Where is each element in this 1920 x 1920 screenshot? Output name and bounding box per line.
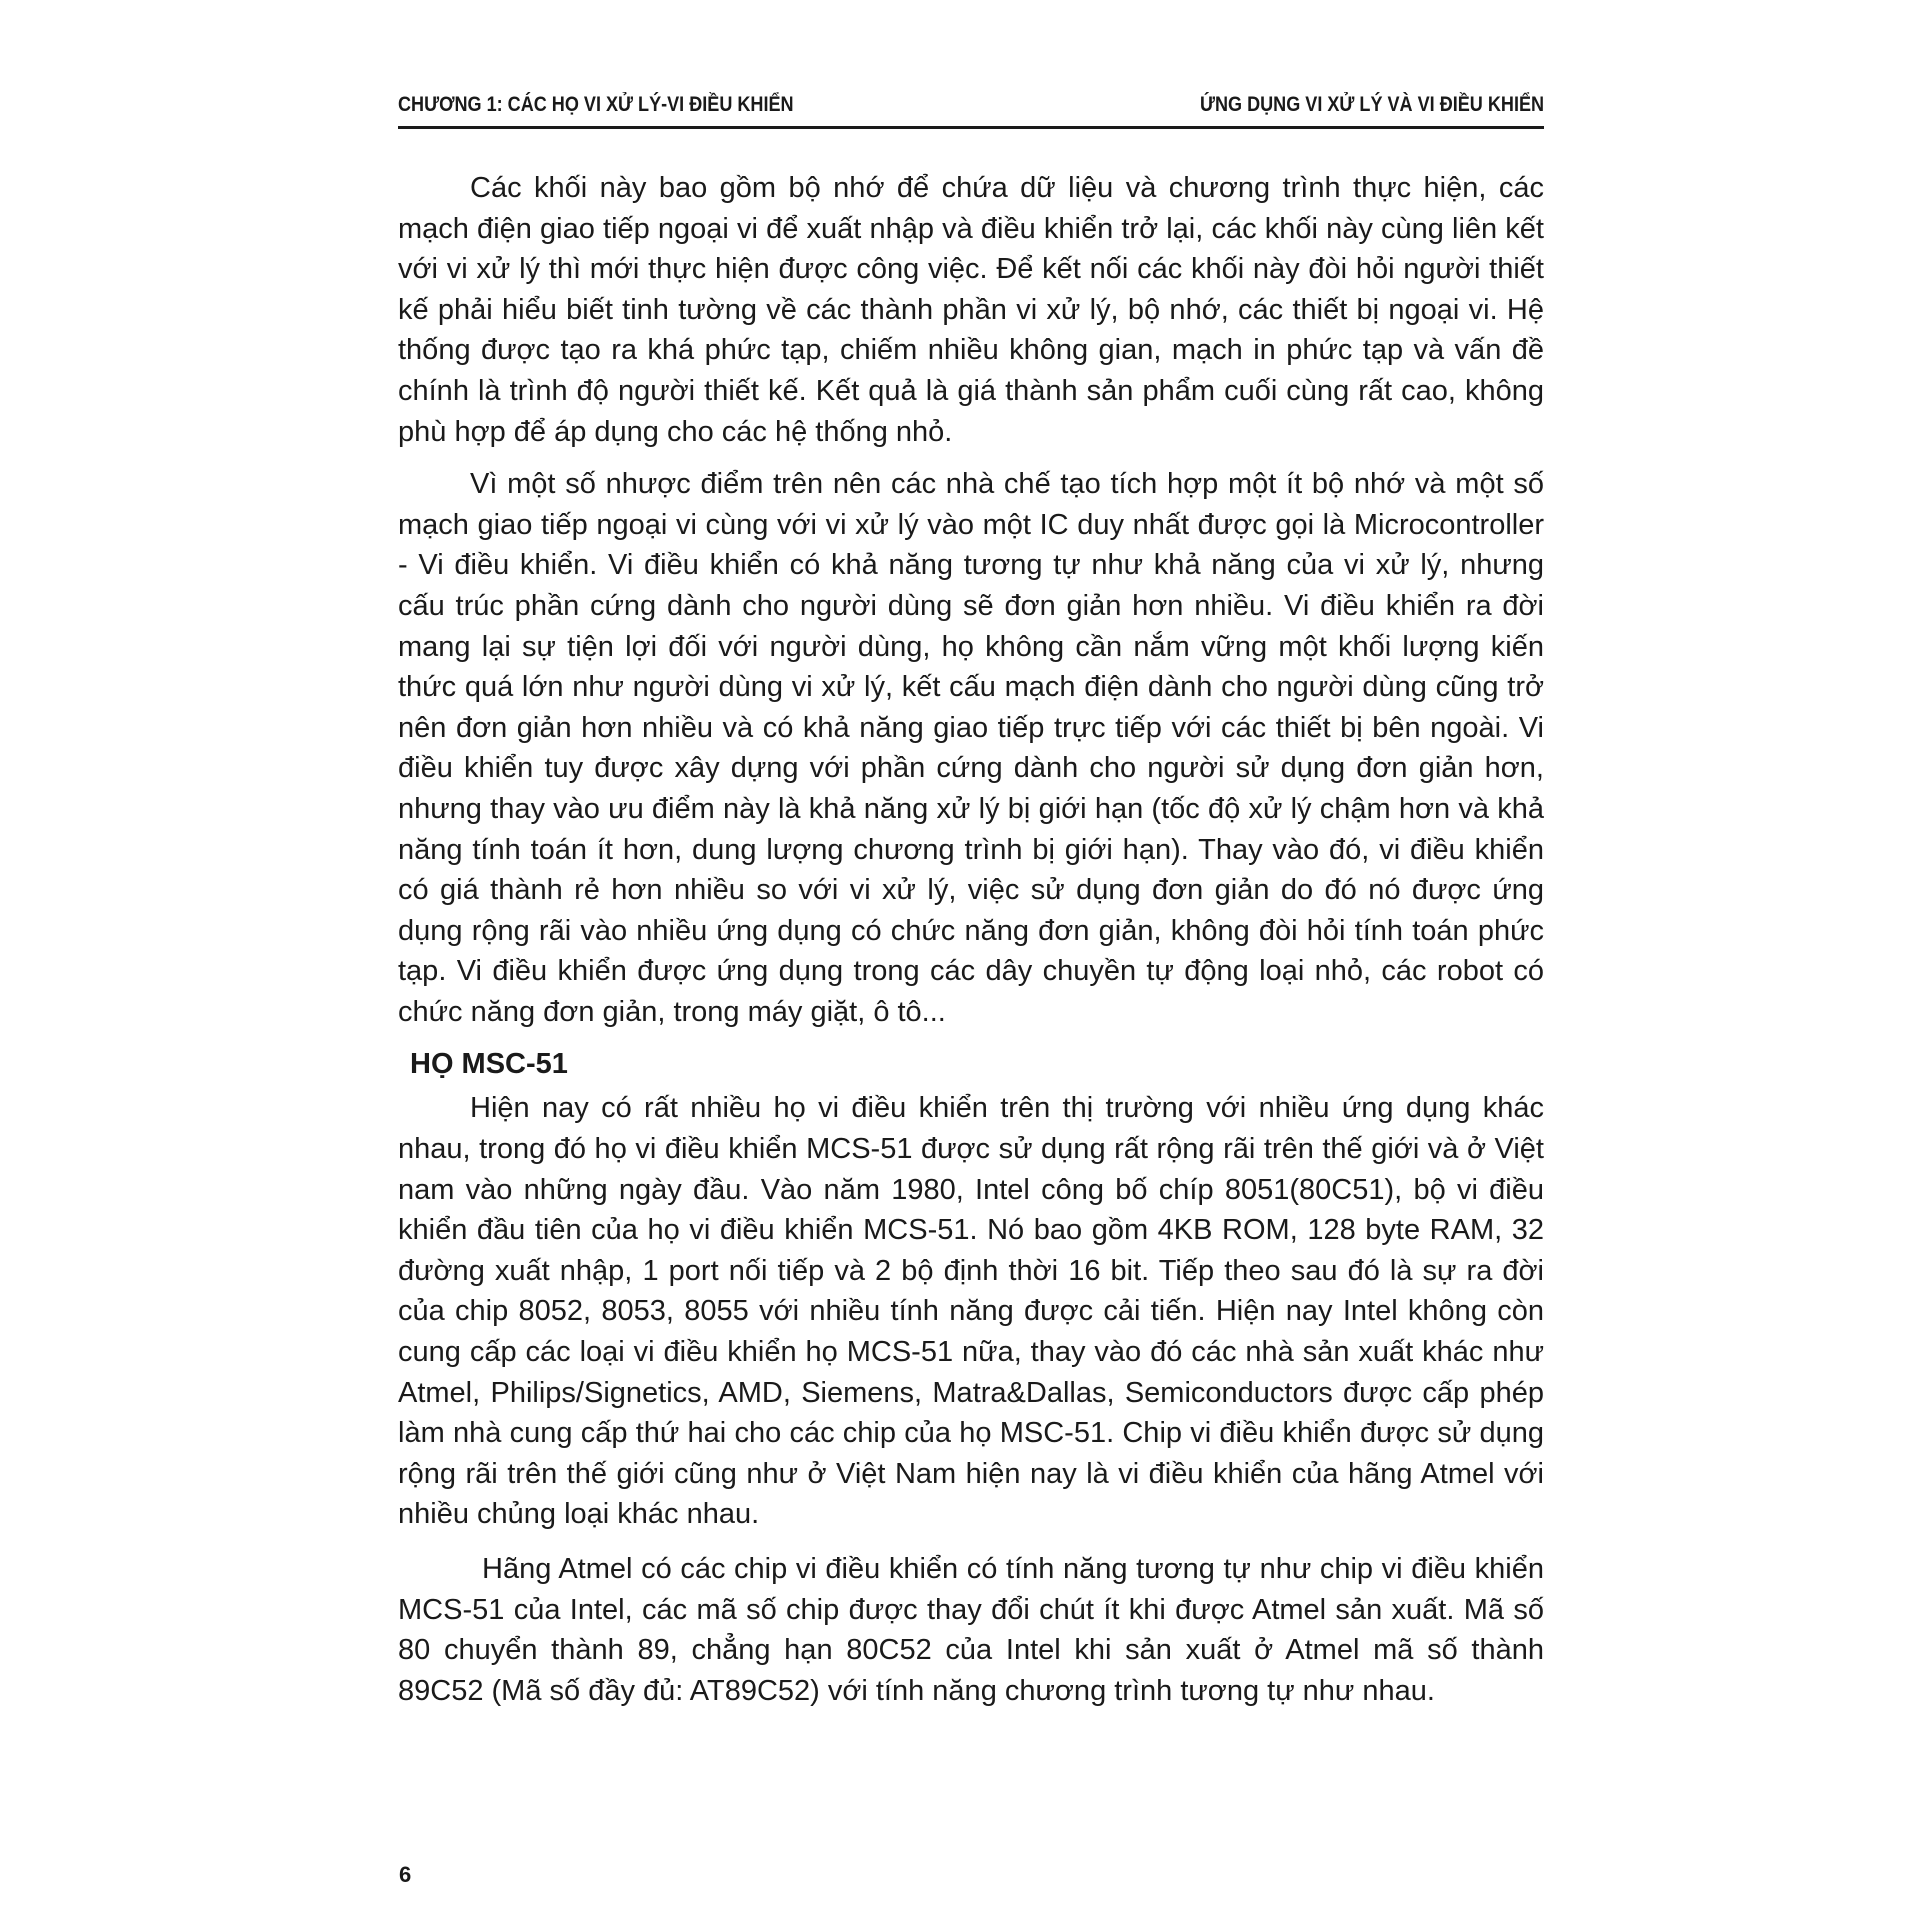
paragraph-4: Hãng Atmel có các chip vi điều khiển có tính năng tương tự như chip vi điều khiển MCS-51 của Intel, các mã số chip được thay đổi chút ít khi được Atmel sản xuất. Mã số 80 chuyển thành 89, chẳng hạn 80C52 của Intel khi sản xuất ở Atmel mã số thành 89C52 (Mã số đầy đủ: AT89C52) với tính năng chương trình tương tự như nhau.	[398, 1553, 1544, 1707]
paragraph-2: Vì một số nhược điểm trên nên các nhà chế tạo tích hợp một ít bộ nhớ và một số mạch giao tiếp ngoại vi cùng với vi xử lý vào một IC duy nhất được gọi là Microcontroller - Vi điều khiển. Vi điều khiển có khả năng tương tự như khả năng của vi xử lý, nhưng cấu trúc phần cứng dành cho người dùng sẽ đơn giản hơn nhiều. Vi điều khiển ra đời mang lại sự tiện lợi đối với người dùng, họ không cần nắm vững một khối lượng kiến thức quá lớn như người dùng vi xử lý, kết cấu mạch điện dành cho người dùng cũng trở nên đơn giản hơn nhiều và có khả năng giao tiếp trực tiếp với các thiết bị bên ngoài. Vi điều khiển tuy được xây dựng với phần cứng dành cho người sử dụng đơn giản hơn, nhưng thay vào ưu điểm này là khả năng xử lý bị giới hạn (tốc độ xử lý chậm hơn và khả năng tính toán ít hơn, dung lượng chương trình bị giới hạn). Thay vào đó, vi điều khiển có giá thành rẻ hơn nhiều so với vi xử lý, việc sử dụng đơn giản do đó nó được ứng dụng rộng rãi vào nhiều ứng dụng có chức năng đơn giản, không đòi hỏi tính toán phức tạp. Vi điều khiển được ứng dụng trong các dây chuyền tự động loại nhỏ, các robot có chức năng đơn giản, trong máy giặt, ô tô...	[398, 468, 1544, 1028]
paragraph-3: Hiện nay có rất nhiều họ vi điều khiển trên thị trường với nhiều ứng dụng khác nhau, trong đó họ vi điều khiển MCS-51 được sử dụng rất rộng rãi trên thế giới và ở Việt nam vào những ngày đầu. Vào năm 1980, Intel công bố chíp 8051(80C51), bộ vi điều khiển đầu tiên của họ vi điều khiển MCS-51. Nó bao gồm 4KB ROM, 128 byte RAM, 32 đường xuất nhập, 1 port nối tiếp và 2 bộ định thời 16 bit. Tiếp theo sau đó là sự ra đời của chip 8052, 8053, 8055 với nhiều tính năng được cải tiến. Hiện nay Intel không còn cung cấp các loại vi điều khiển họ MCS-51 nữa, thay vào đó các nhà sản xuất khác như Atmel, Philips/Signetics, AMD, Siemens, Matra&Dallas, Semiconductors được cấp phép làm nhà cung cấp thứ hai cho các chip của họ MSC-51. Chip vi điều khiển được sử dụng rộng rãi trên thế giới cũng như ở Việt Nam hiện nay là vi điều khiển của hãng Atmel với nhiều chủng loại khác nhau.	[398, 1092, 1544, 1531]
page-number: 6	[399, 1862, 412, 1887]
running-header	[398, 90, 1544, 129]
paragraph-1: Các khối này bao gồm bộ nhớ để chứa dữ liệu và chương trình thực hiện, các mạch điện giao tiếp ngoại vi để xuất nhập và điều khiển trở lại, các khối này cùng liên kết với vi xử lý thì mới thực hiện được công việc. Để kết nối các khối này đòi hỏi người thiết kế phải hiểu biết tinh tường về các thành phần vi xử lý, bộ nhớ, các thiết bị ngoại vi. Hệ thống được tạo ra khá phức tạp, chiếm nhiều không gian, mạch in phức tạp và vấn đề chính là trình độ người thiết kế. Kết quả là giá thành sản phẩm cuối cùng rất cao, không phù hợp để áp dụng cho các hệ thống nhỏ.	[398, 172, 1544, 448]
page-body	[398, 168, 1544, 1711]
section-heading: HỌ MSC-51	[410, 1048, 568, 1081]
chapter-title: CHƯƠNG 1: CÁC HỌ VI XỬ LÝ-VI ĐIỀU KHIỂN	[398, 93, 794, 116]
book-title: ỨNG DỤNG VI XỬ LÝ VÀ VI ĐIỀU KHIỂN	[1199, 93, 1544, 116]
